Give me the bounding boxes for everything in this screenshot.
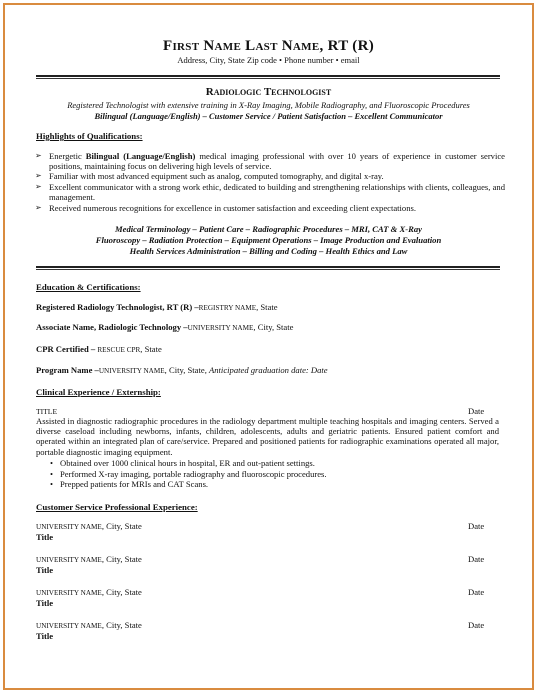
job-date: Date (468, 587, 485, 597)
header-divider-thin (36, 78, 500, 79)
job-org: UNIVERSITY NAME, City, State (36, 554, 142, 564)
clinical-description: Assisted in diagnostic radiographic procedures in the radiology department multiple teaching hospitals and imaging centers. Served a diverse caseload including newborns, infants, children, adolescents, adults and geriatric patients. Ensured patient comfort and operated within an integrated plan of care/service. Prepared and positioned patients for radiographic examinations operated all major, portable diagnostic imaging equipment. (36, 416, 499, 457)
candidate-name: First Name Last Name, RT (R) (163, 38, 374, 54)
job-date: Date (468, 554, 485, 564)
skills-line-2: Fluoroscopy – Radiation Protection – Equipment Operations – Image Production and Evaluation (95, 235, 442, 245)
highlight-item: ➢ Excellent communicator with a strong work ethic, dedicated to building and strengthening relationships with clients, colleagues, and management. (35, 182, 505, 203)
arrow-bullet-icon: ➢ (35, 203, 42, 212)
clinical-date: Date (468, 406, 485, 416)
dot-bullet-icon: • (50, 458, 54, 468)
education-entry: Registered Radiology Technologist, RT (R) –REGISTRY NAME, State (36, 302, 278, 312)
highlight-item: ➢ Energetic Bilingual (Language/English) medical imaging professional with over 10 years of experience in customer service positions, maintaining focus on delivering high levels of service. (35, 151, 505, 172)
education-entry: Program Name –UNIVERSITY NAME, City, State, Anticipated graduation date: Date (36, 365, 328, 375)
arrow-bullet-icon: ➢ (35, 171, 42, 180)
highlight-item: ➢ Familiar with most advanced equipment such as analog, computed tomography, and digital x-ray. (35, 171, 384, 181)
clinical-bullet: • Prepped patients for MRIs and CAT Scans. (50, 479, 209, 489)
job-org: UNIVERSITY NAME, City, State (36, 521, 142, 531)
header-divider (36, 75, 500, 77)
section-divider-thin (36, 269, 500, 270)
summary-line-2: Bilingual (Language/English) – Customer Service / Patient Satisfaction – Excellent Communicator (94, 111, 443, 121)
dot-bullet-icon: • (50, 469, 54, 479)
clinical-title: TITLE (36, 407, 58, 416)
customer-service-heading: Customer Service Professional Experience: (36, 502, 198, 512)
arrow-bullet-icon: ➢ (35, 182, 42, 191)
arrow-bullet-icon: ➢ (35, 151, 42, 160)
role-title: Radiologic Technologist (205, 86, 332, 98)
dot-bullet-icon: • (50, 479, 54, 489)
clinical-bullet: • Performed X-ray imaging, portable radiography and fluoroscopic procedures. (50, 469, 327, 479)
education-heading: Education & Certifications: (36, 282, 141, 292)
job-title: Title (36, 631, 54, 641)
job-org: UNIVERSITY NAME, City, State (36, 587, 142, 597)
section-divider (36, 266, 500, 268)
highlight-item: ➢ Received numerous recognitions for excellence in customer satisfaction and exceeding client expectations. (35, 203, 417, 213)
job-title: Title (36, 532, 54, 542)
skills-line-3: Health Services Administration – Billing and Coding – Health Ethics and Law (129, 246, 408, 256)
job-title: Title (36, 598, 54, 608)
education-entry: Associate Name, Radiologic Technology –UNIVERSITY NAME, City, State (36, 322, 294, 332)
job-title: Title (36, 565, 54, 575)
education-entry: CPR Certified – RESCUE CPR, State (36, 344, 162, 354)
clinical-heading: Clinical Experience / Externship: (36, 387, 161, 397)
job-org: UNIVERSITY NAME, City, State (36, 620, 142, 630)
job-date: Date (468, 521, 485, 531)
contact-line: Address, City, State Zip code • Phone number • email (177, 55, 360, 65)
job-date: Date (468, 620, 485, 630)
highlights-heading: Highlights of Qualifications: (36, 131, 143, 141)
resume-page (10, 8, 527, 684)
skills-line-1: Medical Terminology – Patient Care – Radiographic Procedures – MRI, CAT & X-Ray (115, 224, 422, 234)
summary-line-1: Registered Technologist with extensive training in X-Ray Imaging, Mobile Radiography, and Fluoroscopic Procedures (67, 100, 470, 110)
clinical-bullet: • Obtained over 1000 clinical hours in hospital, ER and out-patient settings. (50, 458, 315, 468)
